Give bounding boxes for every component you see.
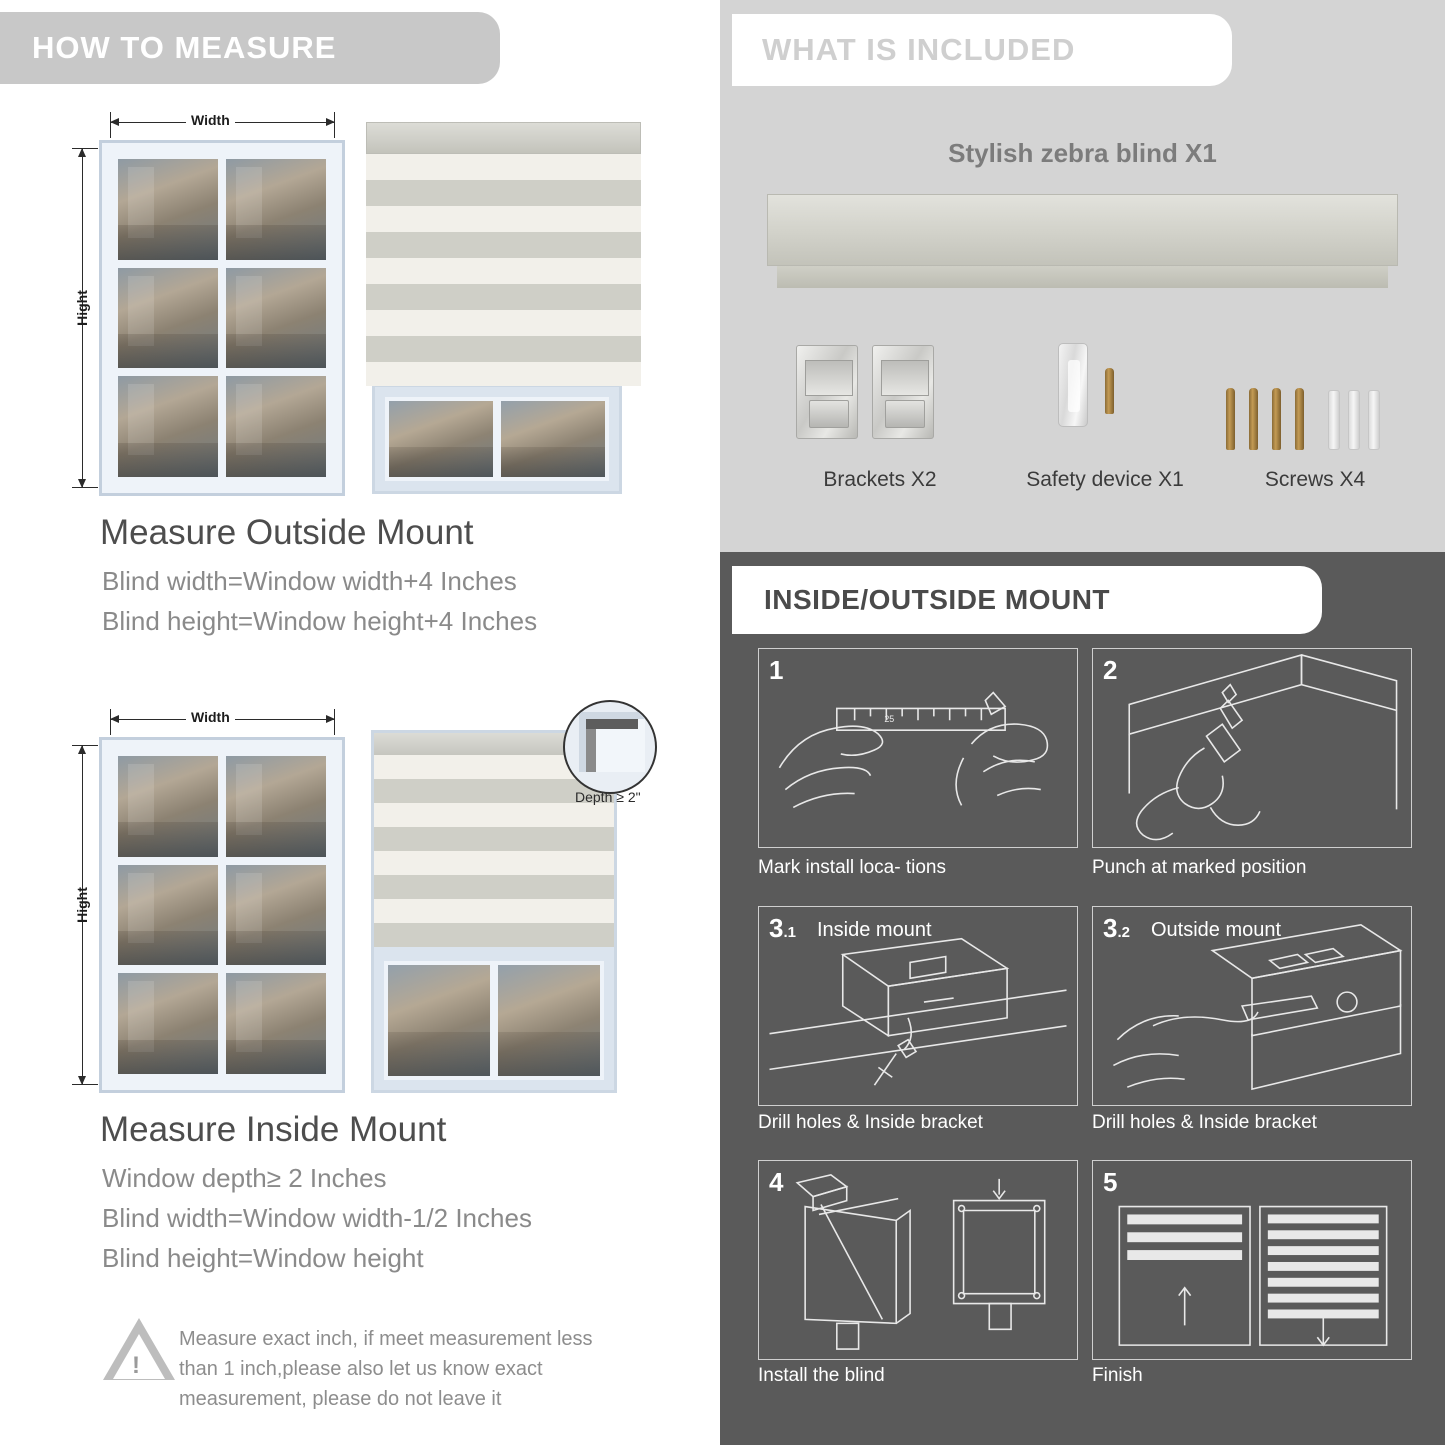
window-pane xyxy=(114,861,222,970)
wall-anchor-icon xyxy=(1368,390,1380,450)
inside-outside-mount-panel xyxy=(720,552,1445,1445)
zebra-blind-rail xyxy=(767,194,1398,266)
window-pane xyxy=(222,155,330,264)
step-4-caption: Install the blind xyxy=(758,1365,885,1386)
screw-icon xyxy=(1226,388,1235,450)
inside-mount-line-2: Blind width=Window width-1/2 Inches xyxy=(102,1203,532,1233)
window-pane xyxy=(222,969,330,1078)
window-pane xyxy=(114,264,222,373)
window-right-outside xyxy=(372,384,622,494)
window-pane xyxy=(222,752,330,861)
step-2-sketch xyxy=(1093,649,1411,847)
outside-mount-line-1: Blind width=Window width+4 Inches xyxy=(102,566,517,596)
inside-outside-mount-banner: INSIDE/OUTSIDE MOUNT xyxy=(732,566,1322,634)
window-pane xyxy=(384,961,494,1080)
step-1-caption: Mark install loca- tions xyxy=(758,857,946,878)
inside-mount-line-3: Blind height=Window height xyxy=(102,1243,424,1273)
window-pane xyxy=(222,372,330,481)
screw-icon xyxy=(1272,388,1281,450)
step-1-sketch xyxy=(759,649,1077,847)
step-4 xyxy=(758,1160,1078,1360)
screw-icon xyxy=(1295,388,1304,450)
window-left-inside xyxy=(99,737,345,1093)
window-pane xyxy=(114,969,222,1078)
step-3-2-sketch xyxy=(1093,907,1411,1105)
screws-label: Screws X4 xyxy=(1264,468,1366,491)
step-3-1-caption: Drill holes & Inside bracket xyxy=(758,1112,983,1133)
step-number: 1 xyxy=(769,655,784,685)
window-pane xyxy=(497,397,609,481)
depth-callout-icon xyxy=(563,700,657,794)
main-item-label: Stylish zebra blind X1 xyxy=(948,138,1217,168)
step-number: 4 xyxy=(769,1167,784,1197)
window-pane xyxy=(494,961,604,1080)
safety-device-label: Safety device X1 xyxy=(1026,468,1184,491)
blind-fabric xyxy=(374,755,614,951)
depth-label: Depth ≥ 2" xyxy=(575,789,641,805)
screw-icon xyxy=(1249,388,1258,450)
how-to-measure-banner: HOW TO MEASURE xyxy=(0,12,500,84)
svg-text:25: 25 xyxy=(884,714,895,725)
window-pane xyxy=(222,264,330,373)
inside-mount-title: Measure Inside Mount xyxy=(100,1110,447,1149)
outside-mount-title: Measure Outside Mount xyxy=(100,513,474,552)
step-1 xyxy=(758,648,1078,848)
window-pane xyxy=(385,397,497,481)
bracket-icon xyxy=(872,345,934,439)
width-label: Width xyxy=(186,112,235,128)
inside-mount-line-1: Window depth≥ 2 Inches xyxy=(102,1163,387,1193)
step-number: 3.1 xyxy=(769,913,796,943)
wall-anchor-icon xyxy=(1348,390,1360,450)
what-is-included-banner: WHAT IS INCLUDED xyxy=(732,14,1232,86)
window-panes xyxy=(114,752,330,1078)
step-4-sketch xyxy=(759,1161,1077,1359)
step-5-sketch xyxy=(1093,1161,1411,1359)
step-5-caption: Finish xyxy=(1092,1365,1143,1386)
blind-fabric xyxy=(366,154,641,386)
step-3-2-caption: Drill holes & Inside bracket xyxy=(1092,1112,1317,1133)
window-pane xyxy=(114,155,222,264)
window-panes xyxy=(384,961,604,1080)
what-is-included-panel xyxy=(720,0,1445,552)
step-3-1 xyxy=(758,906,1078,1106)
step-number: 3.2 xyxy=(1103,913,1130,943)
window-pane xyxy=(114,372,222,481)
step-5 xyxy=(1092,1160,1412,1360)
step-3-2 xyxy=(1092,906,1412,1106)
step-number: 5 xyxy=(1103,1167,1118,1197)
width-label: Width xyxy=(186,709,235,725)
blind-headrail xyxy=(366,122,641,154)
warning-text: Measure exact inch, if meet measurement less than 1 inch,please also let us know exact measurement, please do not leave it xyxy=(179,1328,593,1410)
height-label: Hight xyxy=(74,290,90,326)
wall-anchor-icon xyxy=(1328,390,1340,450)
step-2 xyxy=(1092,648,1412,848)
how-to-measure-panel xyxy=(0,0,712,1445)
step-3-1-inline-label: Inside mount xyxy=(817,919,932,941)
screw-icon xyxy=(1105,368,1114,414)
window-panes xyxy=(114,155,330,481)
step-number: 2 xyxy=(1103,655,1118,685)
bracket-icon xyxy=(796,345,858,439)
window-right-inside xyxy=(371,730,617,1093)
safety-device-icon xyxy=(1058,343,1088,427)
height-label: Hight xyxy=(74,887,90,923)
window-panes xyxy=(385,397,609,481)
window-pane xyxy=(114,752,222,861)
brackets-label: Brackets X2 xyxy=(823,468,937,491)
blind-outside-mount xyxy=(366,122,641,497)
warning-exclamation-icon: ! xyxy=(132,1352,140,1379)
outside-mount-line-2: Blind height=Window height+4 Inches xyxy=(102,606,538,636)
zebra-blind-rail-lip xyxy=(777,266,1388,288)
window-pane xyxy=(222,861,330,970)
step-3-1-sketch xyxy=(759,907,1077,1105)
step-3-2-inline-label: Outside mount xyxy=(1151,919,1282,941)
step-2-caption: Punch at marked position xyxy=(1092,857,1307,878)
window-left-outside xyxy=(99,140,345,496)
